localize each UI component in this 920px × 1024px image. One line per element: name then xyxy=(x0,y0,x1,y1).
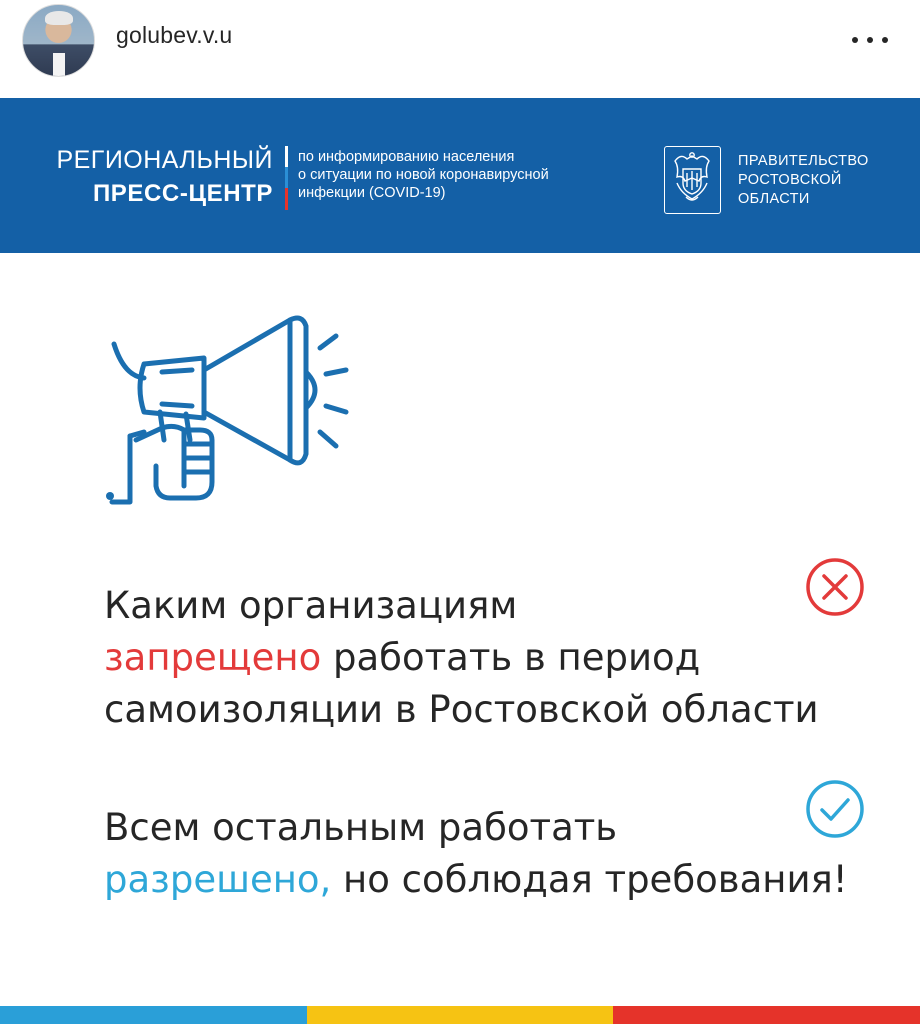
description-line: инфекции (COVID-19) xyxy=(298,185,446,201)
check-circle-icon xyxy=(804,778,866,840)
avatar[interactable] xyxy=(22,4,95,77)
question-line3: самоизоляции в Ростовской области xyxy=(104,688,819,731)
description-line: по информированию населения xyxy=(298,149,515,165)
allowed-word: разрешено, xyxy=(104,858,332,901)
strip-red xyxy=(613,1006,920,1024)
government-name xyxy=(738,152,869,209)
government-line: ОБЛАСТИ xyxy=(738,191,810,207)
answer-line2 xyxy=(104,854,904,906)
dot xyxy=(852,37,858,43)
prohibited-word: запрещено xyxy=(104,636,322,679)
press-center-title-line2: ПРЕСС-ЦЕНТР xyxy=(92,180,273,207)
press-center-title-line1: РЕГИОНАЛЬНЫЙ xyxy=(56,146,273,174)
description-line: о ситуации по новой коронавирусной xyxy=(298,167,549,183)
press-center-banner xyxy=(0,98,920,253)
question-line1: Каким организациям xyxy=(104,584,518,627)
x-circle-icon xyxy=(804,556,866,618)
post-header xyxy=(0,0,920,98)
question-line2-rest: работать в период xyxy=(321,636,701,679)
more-options-icon[interactable] xyxy=(852,36,888,44)
question-line2 xyxy=(104,632,884,684)
government-line: ПРАВИТЕЛЬСТВО xyxy=(738,153,869,169)
dot xyxy=(882,37,888,43)
username-link[interactable]: golubev.v.u xyxy=(116,22,233,48)
dot xyxy=(867,37,873,43)
coat-of-arms-icon xyxy=(664,146,721,214)
government-line: РОСТОВСКОЙ xyxy=(738,172,842,188)
press-center-description xyxy=(298,148,628,202)
allowed-answer xyxy=(104,802,904,906)
bottom-color-strip xyxy=(0,1006,920,1024)
answer-line2-rest: но соблюдая требования! xyxy=(331,858,848,901)
answer-line1: Всем остальным работать xyxy=(104,806,618,849)
avatar-shirt xyxy=(53,53,65,77)
tricolor-divider xyxy=(285,146,288,210)
strip-yellow xyxy=(307,1006,614,1024)
avatar-hair xyxy=(45,11,73,25)
megaphone-hand-icon xyxy=(100,300,370,525)
prohibited-question xyxy=(104,580,884,736)
strip-blue xyxy=(0,1006,307,1024)
